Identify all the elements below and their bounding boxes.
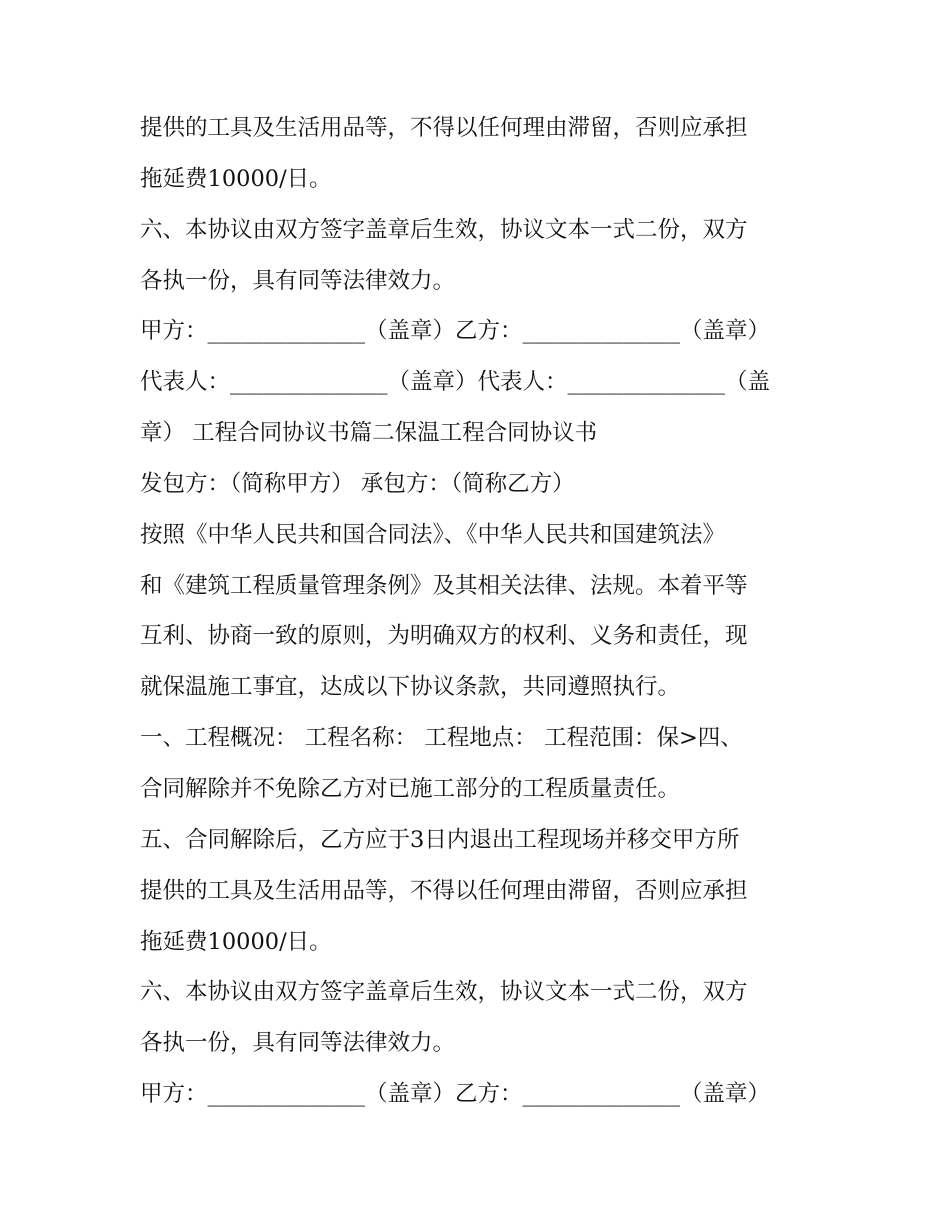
text-line: 五、合同解除后，乙方应于3日内退出工程现场并移交甲方所 bbox=[140, 826, 740, 853]
document-body bbox=[140, 103, 820, 1120]
text-line: 提供的工具及生活用品等，不得以任何理由滞留，否则应承担 bbox=[140, 115, 748, 141]
text-line: 六、本协议由双方签字盖章后生效，协议文本一式二份，双方 bbox=[140, 216, 748, 243]
text-line: 六、本协议由双方签字盖章后生效，协议文本一式二份，双方 bbox=[140, 979, 748, 1006]
text-line: 发包方：（简称甲方） 承包方：（简称乙方） bbox=[140, 470, 575, 497]
signature-line: 甲方：______________（盖章）乙方：______________（盖章） bbox=[140, 318, 771, 345]
signature-line: 代表人：______________（盖章）代表人：______________（盖 bbox=[140, 369, 771, 396]
text-line: 拖延费10000/日。 bbox=[140, 928, 332, 955]
text-line: 各执一份，具有同等法律效力。 bbox=[140, 267, 456, 294]
text-line: 就保温施工事宜，达成以下协议条款，共同遵照执行。 bbox=[140, 674, 681, 701]
text-line: 拖延费10000/日。 bbox=[140, 165, 332, 192]
text-line: 各执一份，具有同等法律效力。 bbox=[140, 1030, 456, 1057]
text-line: 提供的工具及生活用品等，不得以任何理由滞留，否则应承担 bbox=[140, 877, 748, 904]
text-line: 一、工程概况： 工程名称： 工程地点： 工程范围：保>四、 bbox=[140, 725, 743, 752]
text-line: 按照《中华人民共和国合同法》、《中华人民共和国建筑法》 bbox=[140, 521, 726, 548]
signature-line: 甲方：______________（盖章）乙方：______________（盖章） bbox=[140, 1081, 771, 1108]
text-line: 合同解除并不免除乙方对已施工部分的工程质量责任。 bbox=[140, 775, 681, 802]
text-line: 和《建筑工程质量管理条例》及其相关法律、法规。本着平等 bbox=[140, 572, 748, 599]
text-line: 互利、协商一致的原则，为明确双方的权利、义务和责任，现 bbox=[140, 623, 748, 650]
text-line: 章） 工程合同协议书篇二保温工程合同协议书 bbox=[140, 420, 598, 447]
